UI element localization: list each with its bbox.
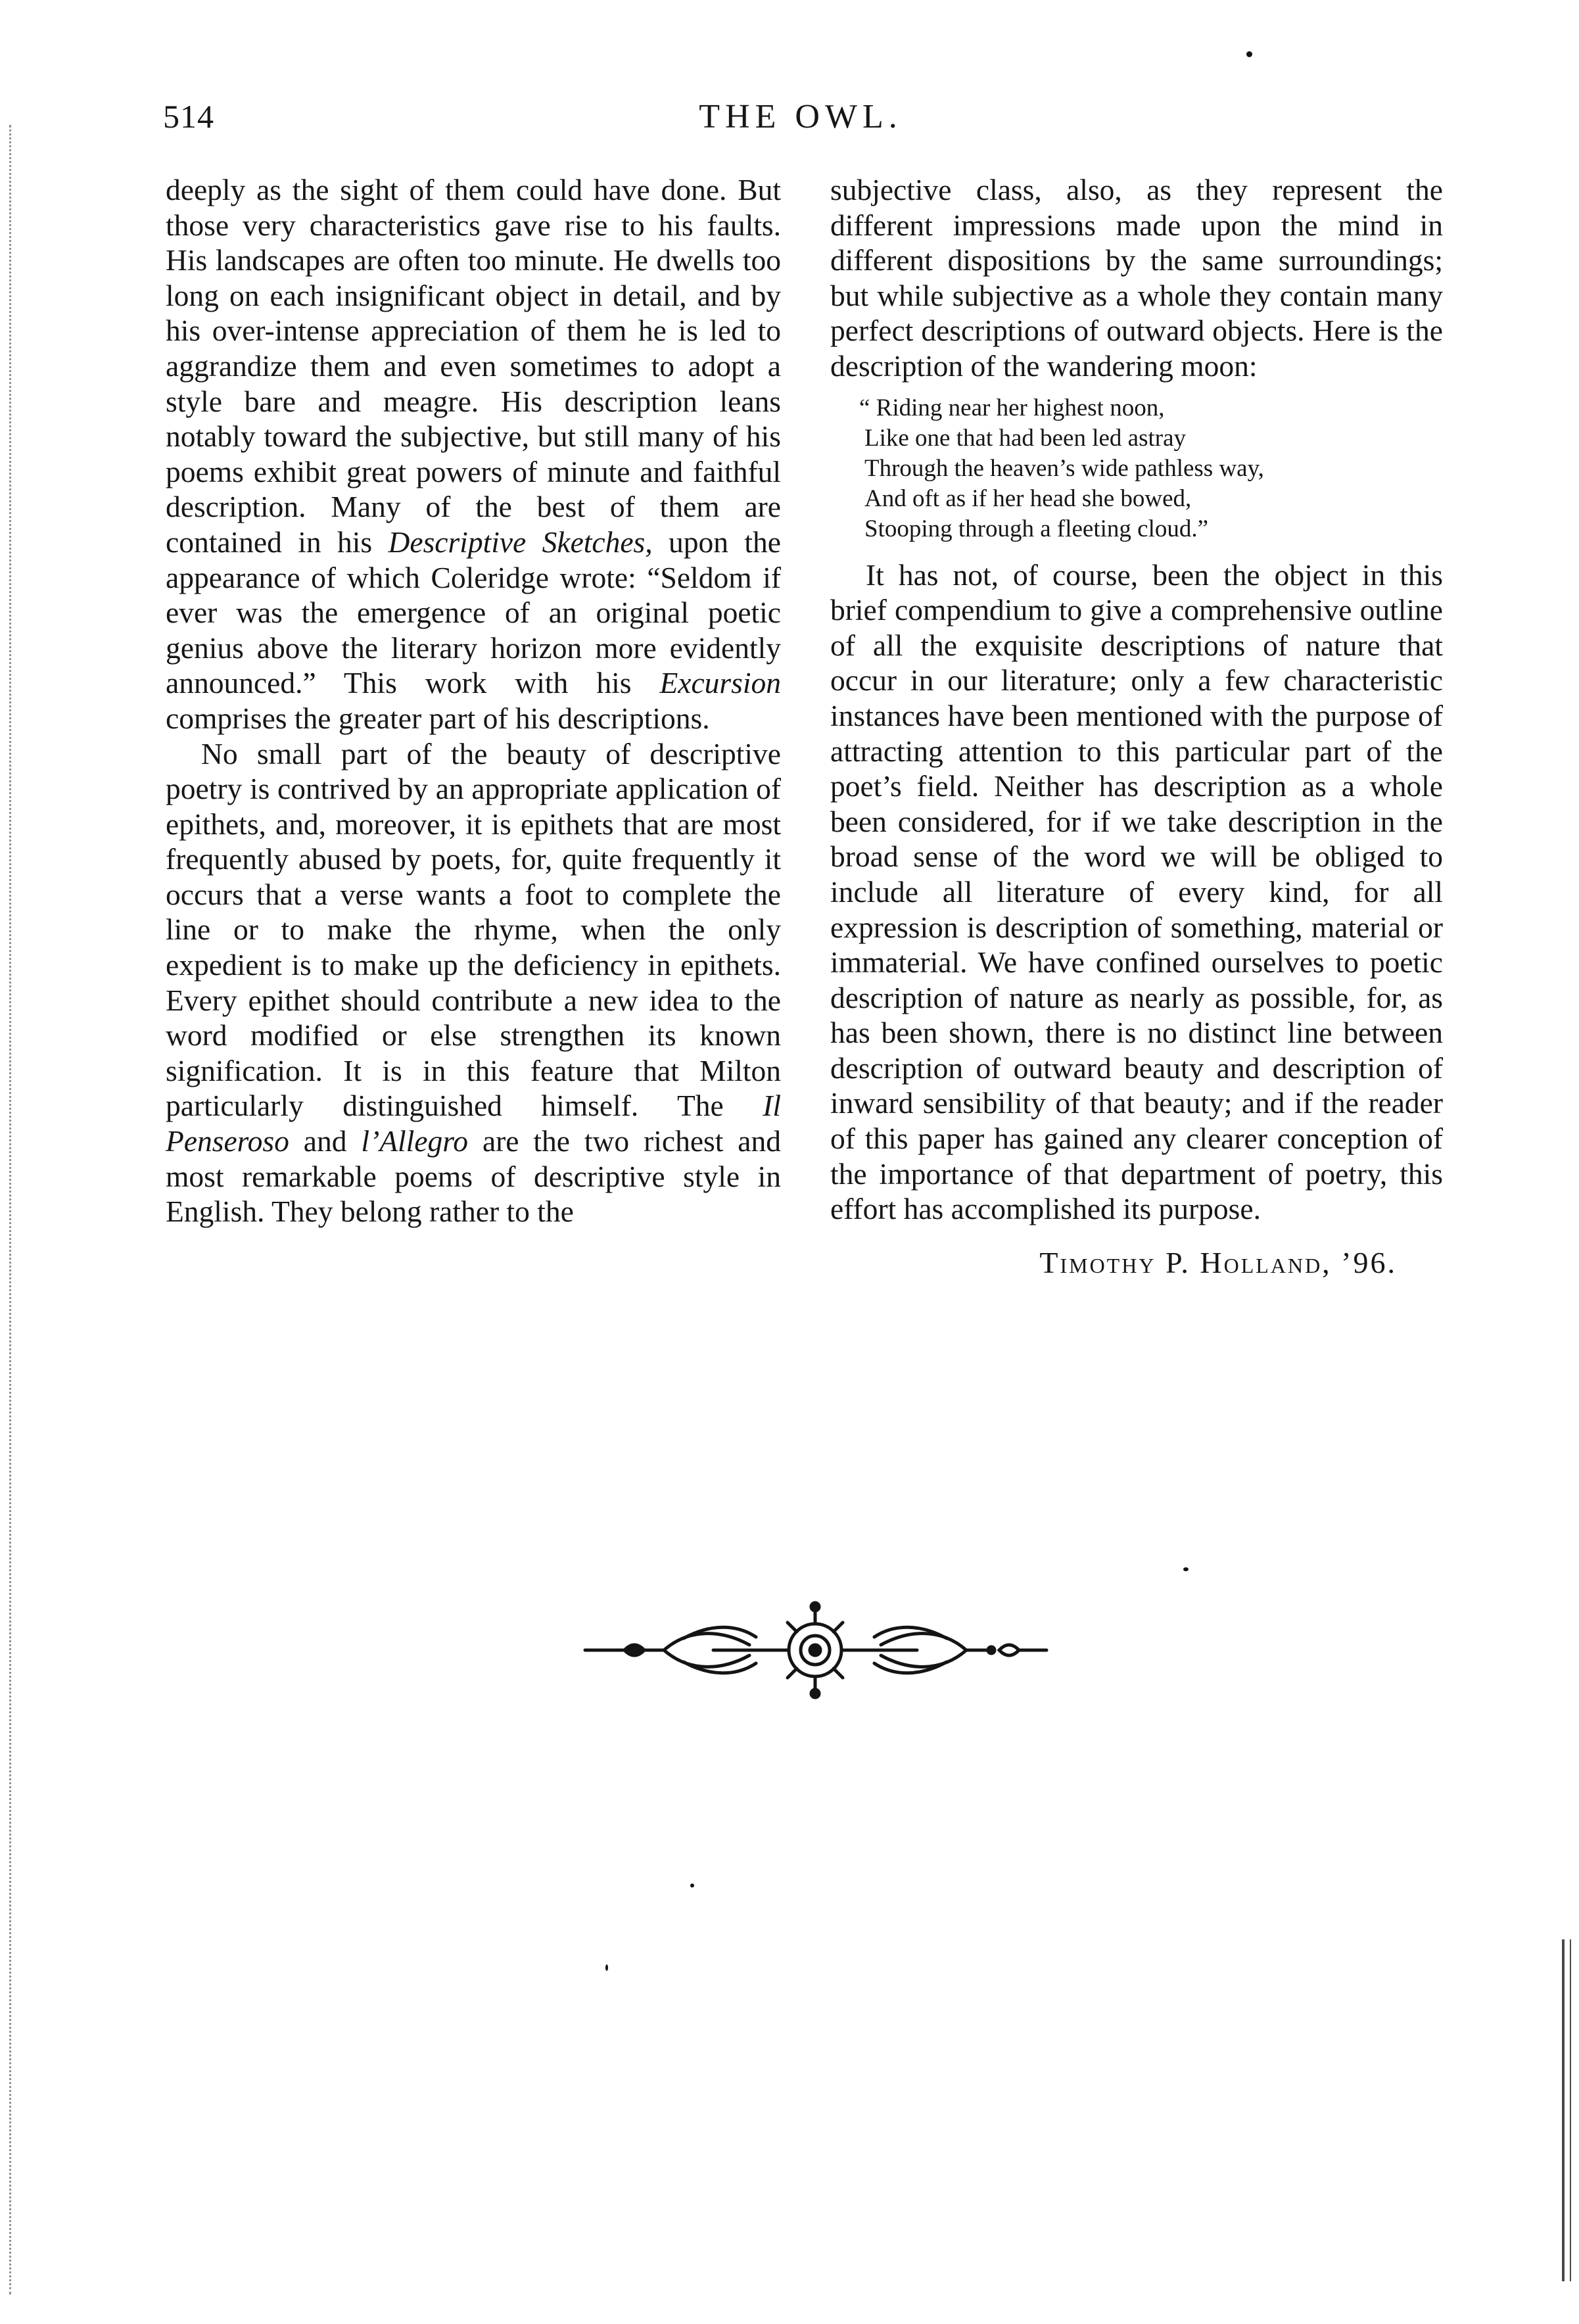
author-signature: Timothy P. Holland, ’96.	[1039, 1245, 1397, 1279]
quote-line: And oft as if her head she bowed,	[864, 485, 1192, 512]
scan-edge-right	[1562, 1939, 1571, 2281]
scan-speck	[1246, 51, 1252, 57]
paragraph: subjective class, also, as they represent the different impressions made upon the mind in different dispositions by the same surroundings; but while subjective as a whole they contain many perfect descriptions of outward objects. Here is the description of the wandering moon:	[830, 173, 1443, 383]
running-title: THE OWL.	[699, 98, 903, 135]
page-header	[163, 97, 1438, 150]
paragraph: It has not, of course, been the object in this brief compendium to give a comprehensive outline of all the exquisite descriptions of nature that occur in our literature; only a few characteristic instances have been mentioned with the purpose of attracting attention to this particular part of the poet’s field. Neither has description as a whole been considered, for if we take description in the broad sense of the word we will be obliged to include all literature of every kind, for all expression is description of something, material or immaterial. We have confined ourselves to poetic description of nature as nearly as possible, for, as has been shown, there is no distinct line between description of outward beauty and description of inward sensibility of that beauty; and if the reader of this paper has gained any clearer conception of the importance of that department of poetry, this effort has accomplished its purpose.	[830, 557, 1443, 1226]
page-number: 514	[163, 98, 214, 135]
scan-speck	[690, 1884, 694, 1887]
printer-ornament-icon	[578, 1598, 1052, 1703]
paragraph: No small part of the beauty of descriptive poetry is contrived by an appropriate application of epithets, and, moreover, it is epithets that are most frequently abused by poets, for, quite frequently it occurs that a verse wants a foot to complete the line or to make the rhyme, when the only expedient is to make up the deficiency in epithets. Every epithet should contribute a new idea to the word modified or else strengthen its known signification. It is in this feature that Milton particularly distinguished himself. The Il Penseroso and l’Allegro are the two richest and most remarkable poems of descriptive style in English. They belong rather to the	[166, 736, 781, 1229]
work-title: Descriptive Sketches,	[388, 525, 653, 559]
poem-quote	[830, 393, 1443, 544]
quote-line: “ Riding near her highest noon,	[859, 394, 1165, 421]
right-column	[830, 172, 1443, 1280]
quote-line: Like one that had been led astray	[864, 424, 1187, 452]
work-title: l’Allegro	[361, 1124, 469, 1158]
quote-line: Stooping through a fleeting cloud.”	[864, 515, 1209, 542]
work-title: Excursion	[659, 666, 781, 700]
paragraph: deeply as the sight of them could have done. But those very characteristics gave rise to his faults. His landscapes are often too minute. He dwells too long on each insignificant object in detail, and by his over-intense appreciation of them he is led to aggrandize them and even sometimes to adopt a style bare and meagre. His description leans notably toward the subjective, but still many of his poems exhibit great powers of minute and faithful description. Many of the best of them are contained in his Descriptive Sketches, upon the appearance of which Coleridge wrote: “Seldom if ever was the emergence of an original poetic genius above the literary horizon more evidently announced.” This work with his Excursion comprises the greater part of his descriptions.	[166, 173, 781, 735]
scan-edge-left	[9, 125, 14, 2294]
scan-speck	[1183, 1567, 1189, 1571]
work-title: Il Penseroso	[166, 1089, 781, 1158]
left-column	[166, 172, 781, 1229]
quote-line: Through the heaven’s wide pathless way,	[864, 454, 1264, 482]
scan-speck	[605, 1964, 608, 1971]
